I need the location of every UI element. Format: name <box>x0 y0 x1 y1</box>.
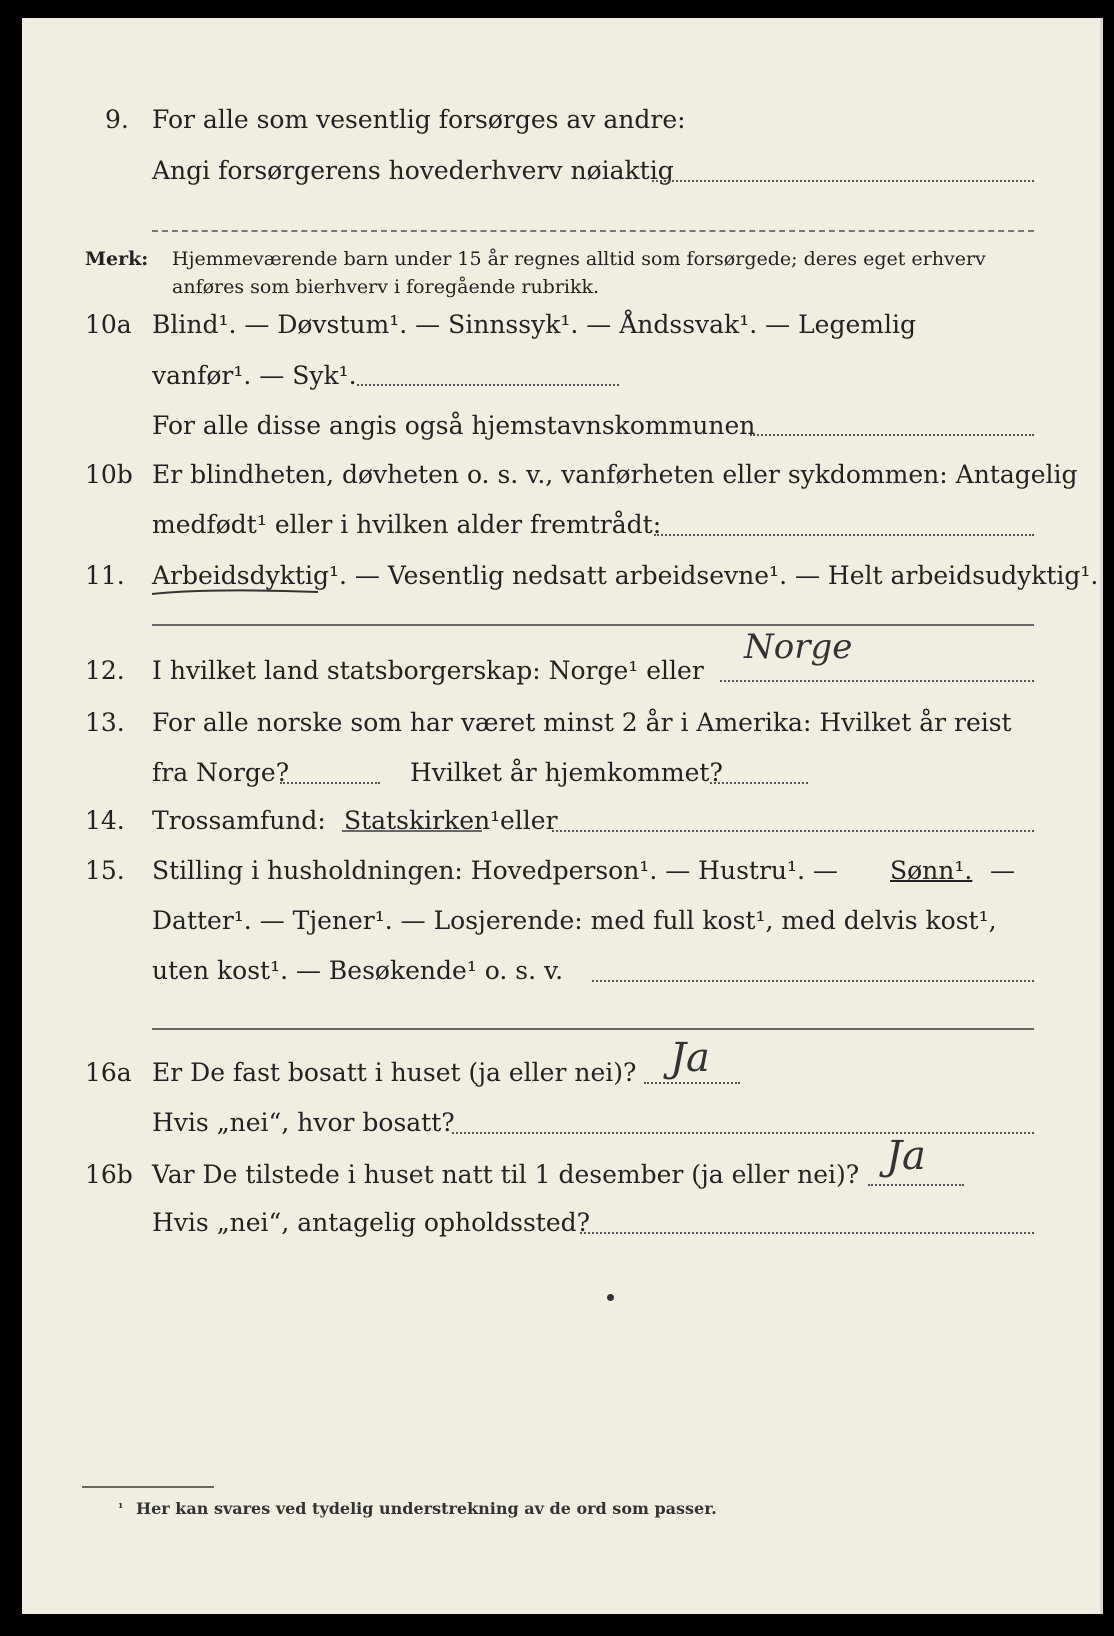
item-16b-answer-line[interactable] <box>868 1184 964 1186</box>
note-text-line-2: anføres som bierhverv i foregående rubrikk. <box>172 276 600 298</box>
item-number-16b: 16b <box>85 1160 133 1189</box>
item-15-dash: — <box>990 856 1015 885</box>
note-text-line-1: Hjemmeværende barn under 15 år regnes alltid som forsørgede; deres eget erhverv <box>172 248 986 270</box>
item-10b-line-1: Er blindheten, døvheten o. s. v., vanførheten eller sykdommen: Antagelig <box>152 460 1078 489</box>
item-13-departure-line[interactable] <box>280 782 380 784</box>
item-16b-handwritten-answer: Ja <box>886 1133 926 1179</box>
item-15-line-1: Stilling i husholdningen: Hovedperson¹. — Hustru¹. — <box>152 856 838 885</box>
item-10a-line-1: Blind¹. — Døvstum¹. — Sinnssyk¹. — Åndssvak¹. — Legemlig <box>152 310 916 339</box>
item-10a-line-2: vanfør¹. — Syk¹. <box>152 361 357 390</box>
item-16a-answer-line[interactable] <box>644 1082 740 1084</box>
item-9-question: For alle som vesentlig forsørges av andre: <box>152 105 686 134</box>
item-14-or: eller <box>500 806 558 835</box>
item-13-right-label: Hvilket år hjemkommet? <box>410 758 723 787</box>
item-12-answer-line[interactable] <box>720 680 1034 682</box>
item-15-answer-line[interactable] <box>592 980 1034 982</box>
item-16a-question: Er De fast bosatt i huset (ja eller nei)? <box>152 1058 637 1087</box>
item-number-10b: 10b <box>85 460 133 489</box>
item-number-12: 12. <box>85 656 125 685</box>
item-16a-followup: Hvis „nei“, hvor bosatt? <box>152 1108 455 1137</box>
item-16b-followup-line[interactable] <box>580 1232 1034 1234</box>
item-15-line-3: uten kost¹. — Besøkende¹ o. s. v. <box>152 956 564 985</box>
item-9-extra-line[interactable] <box>152 230 1034 232</box>
ink-dot <box>607 1294 614 1301</box>
item-15-line-2: Datter¹. — Tjener¹. — Losjerende: med full kost¹, med delvis kost¹, <box>152 906 997 935</box>
item-number-10a: 10a <box>85 310 132 339</box>
item-9-answer-line[interactable] <box>652 180 1034 182</box>
item-14-answer-line[interactable] <box>552 830 1034 832</box>
item-16b-followup: Hvis „nei“, antagelig opholdssted? <box>152 1208 591 1237</box>
item-number-14: 14. <box>85 806 125 835</box>
item-number-15: 15. <box>85 856 125 885</box>
item-14-label: Trossamfund: <box>152 806 326 835</box>
item-11-options: Arbeidsdyktig¹. — Vesentlig nedsatt arbeidsevne¹. — Helt arbeidsudyktig¹. <box>152 561 1099 590</box>
footnote-mark: ¹ <box>118 1501 124 1515</box>
item-16a-followup-line[interactable] <box>452 1132 1034 1134</box>
item-10b-line-2: medfødt¹ eller i hvilken alder fremtrådt: <box>152 510 662 539</box>
item-13-return-line[interactable] <box>710 782 808 784</box>
item-12-handwritten-answer: Norge <box>744 627 853 667</box>
item-number-9: 9. <box>105 105 129 134</box>
item-13-line-1: For alle norske som har været minst 2 år i Amerika: Hvilket år reist <box>152 708 1012 737</box>
census-form-page <box>22 18 1103 1614</box>
item-16b-question: Var De tilstede i huset natt til 1 desember (ja eller nei)? <box>152 1160 860 1189</box>
item-10b-answer-line[interactable] <box>654 534 1034 536</box>
item-13-left-label: fra Norge? <box>152 758 290 787</box>
item-16a-handwritten-answer: Ja <box>670 1035 710 1081</box>
item-10a-hometown-line[interactable] <box>750 434 1034 436</box>
note-label: Merk: <box>85 248 149 270</box>
item-12-question: I hvilket land statsborgerskap: Norge¹ eller <box>152 656 704 685</box>
item-11-extra-line[interactable] <box>152 624 1034 626</box>
item-10a-line-3: For alle disse angis også hjemstavnskommunen <box>152 411 756 440</box>
item-number-13: 13. <box>85 708 125 737</box>
item-number-16a: 16a <box>85 1058 132 1087</box>
item-15-extra-line[interactable] <box>152 1028 1034 1030</box>
item-15-option-sonn: Sønn¹. <box>890 856 973 885</box>
footnote-rule <box>82 1486 214 1488</box>
item-10a-answer-line[interactable] <box>357 384 619 386</box>
item-number-11: 11. <box>85 561 125 590</box>
item-14-underline <box>342 830 482 832</box>
item-14-option-statskirken: Statskirken¹ <box>344 806 501 835</box>
item-9-subquestion: Angi forsørgerens hovederhverv nøiaktig <box>152 156 674 185</box>
footnote-text: Her kan svares ved tydelig understrekning av de ord som passer. <box>136 1499 717 1518</box>
item-11-handwritten-underline <box>150 586 320 598</box>
